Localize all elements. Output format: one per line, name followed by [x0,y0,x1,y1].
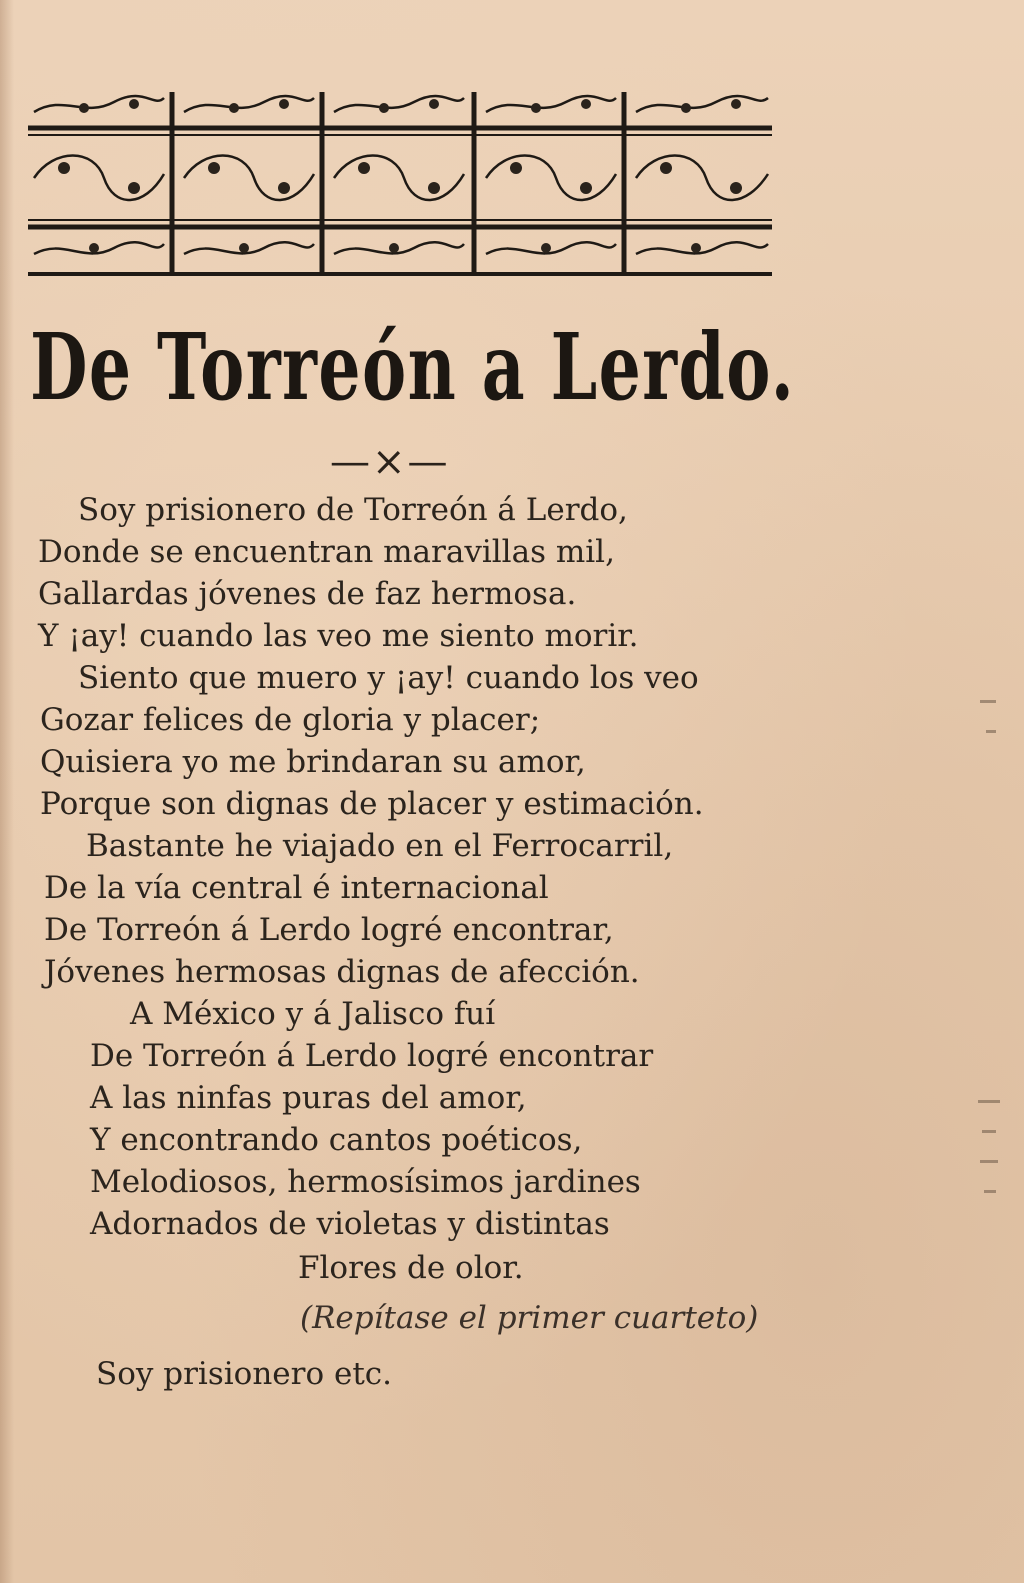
poem-line: Soy prisionero etc. [96,1356,392,1392]
poem-line: Quisiera yo me brindaran su amor, [40,744,586,780]
poem-line: A las ninfas puras del amor, [90,1080,527,1116]
poem-line: Y encontrando cantos poéticos, [90,1122,583,1158]
poem-line: De Torreón á Lerdo logré encontrar, [44,912,614,948]
ornamental-border-icon [24,88,776,278]
poem-line: De la vía central é internacional [44,870,549,906]
poem-line: Gozar felices de gloria y placer; [40,702,541,738]
poem-title: De Torreón a Lerdo. [30,313,796,421]
poem-line: Siento que muero y ¡ay! cuando los veo [78,660,699,696]
poem-line: Adornados de violetas y distintas [90,1206,610,1242]
poem-line: Melodiosos, hermosísimos jardines [90,1164,641,1200]
page-edge-shadow [0,0,14,1583]
poem-line: Y ¡ay! cuando las veo me siento morir. [38,618,639,654]
poem-line: A México y á Jalisco fuí [130,996,496,1032]
poem-line: Jóvenes hermosas dignas de afección. [44,954,640,990]
poem-line: Bastante he viajado en el Ferrocarril, [86,828,674,864]
poem-line: Donde se encuentran maravillas mil, [38,534,615,570]
poem-line: Soy prisionero de Torreón á Lerdo, [78,492,628,528]
poem-line: Gallardas jóvenes de faz hermosa. [38,576,577,612]
repeat-note: (Repítase el primer cuarteto) [300,1300,759,1336]
title-separator: —×— [330,439,450,485]
poem-line: Porque son dignas de placer y estimación. [40,786,704,822]
bleed-through-marks-icon [976,690,1006,1210]
poem-line: Flores de olor. [298,1250,524,1286]
poem-line: De Torreón á Lerdo logré encontrar [90,1038,654,1074]
